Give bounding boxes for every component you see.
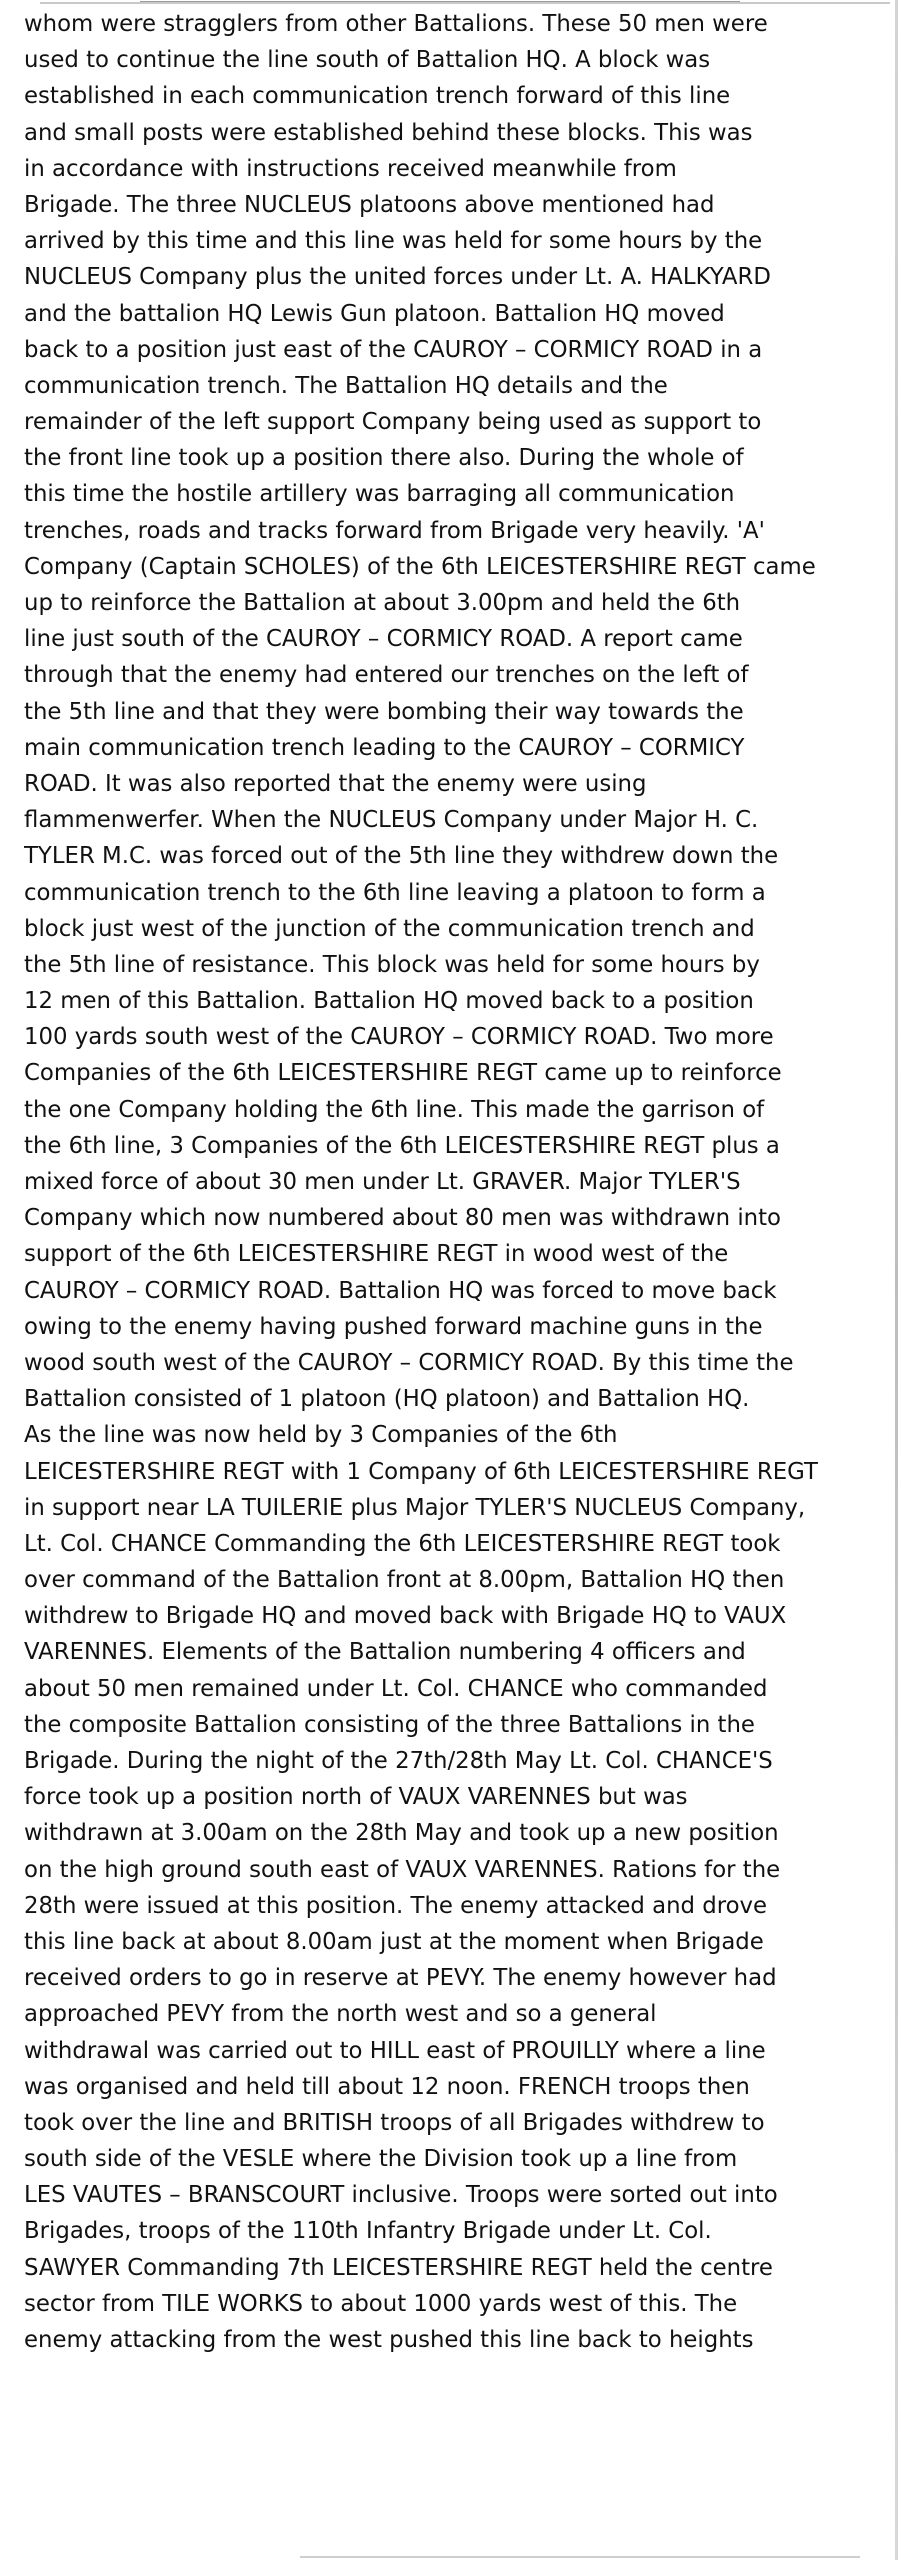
text-line: force took up a position north of VAUX VARENNES but was [24,1784,688,1811]
text-line: through that the enemy had entered our trenches on the left of [24,662,749,689]
text-line: over command of the Battalion front at 8.00pm, Battalion HQ then [24,1567,785,1594]
text-line [24,2467,896,2503]
text-line: sector from TILE WORKS to about 1000 yards west of this. The [24,2290,738,2317]
text-line: SAWYER Commanding 7th LEICESTERSHIRE REGT held the centre [24,2254,773,2281]
text-line: the 6th line, 3 Companies of the 6th LEICESTERSHIRE REGT plus a [24,1132,780,1159]
text-line: wood south west of the CAUROY – CORMICY ROAD. By this time the [24,1349,794,1376]
body-text [24,6,896,2539]
text-line: line just south of the CAUROY – CORMICY ROAD. A report came [24,626,743,653]
text-line: Brigade. During the night of the 27th/28th May Lt. Col. CHANCE'S [24,1748,773,1774]
text-line: this time the hostile artillery was barraging all communication [24,481,735,508]
text-line: the composite Battalion consisting of the three Battalions in the [24,1711,755,1738]
text-line: about 50 men remained under Lt. Col. CHANCE who commanded [24,1675,768,1702]
text-line: this line back at about 8.00am just at the moment when Brigade [24,1928,764,1955]
text-line: NUCLEUS Company plus the united forces under Lt. A. HALKYARD [24,264,771,291]
text-line: on the high ground south east of VAUX VARENNES. Rations for the [24,1856,781,1883]
text-line: communication trench to the 6th line leaving a platoon to form a [24,879,766,906]
text-line: block just west of the junction of the communication trench and [24,915,755,942]
text-line: owing to the enemy having pushed forward machine guns in the [24,1313,763,1340]
text-line: trenches, roads and tracks forward from Brigade very heavily. 'A' [24,517,765,544]
text-line: withdrawal was carried out to HILL east of PROUILLY where a line [24,2037,766,2064]
text-line: support of the 6th LEICESTERSHIRE REGT in wood west of the [24,1241,729,1268]
text-line: whom were stragglers from other Battalions. These 50 men were [24,11,768,37]
top-edge-rule [40,2,890,4]
text-line: LES VAUTES – BRANSCOURT inclusive. Troops were sorted out into [24,2182,778,2209]
text-line: 100 yards south west of the CAUROY – CORMICY ROAD. Two more [24,1024,774,1051]
text-line: 12 men of this Battalion. Battalion HQ moved back to a position [24,988,754,1015]
text-line [24,2358,896,2394]
top-edge-shadow [140,1,740,2]
text-line: withdrawn at 3.00am on the 28th May and took up a new position [24,1820,779,1847]
text-line: received orders to go in reserve at PEVY. The enemy however had [24,1965,777,1992]
text-line: withdrew to Brigade HQ and moved back with Brigade HQ to VAUX [24,1603,787,1630]
text-line: As the line was now held by 3 Companies of the 6th [24,1422,618,1449]
text-line: VARENNES. Elements of the Battalion numbering 4 officers and [24,1639,746,1666]
text-line: Company (Captain SCHOLES) of the 6th LEICESTERSHIRE REGT came [24,553,816,580]
text-line: Battalion consisted of 1 platoon (HQ platoon) and Battalion HQ. [24,1386,750,1413]
text-line: back to a position just east of the CAUROY – CORMICY ROAD in a [24,336,763,363]
text-line: was organised and held till about 12 noon. FRENCH troops then [24,2073,750,2100]
text-line: took over the line and BRITISH troops of all Brigades withdrew to [24,2109,765,2136]
text-line: the one Company holding the 6th line. This made the garrison of [24,1096,765,1123]
text-line [24,2503,896,2539]
text-line: and the battalion HQ Lewis Gun platoon. Battalion HQ moved [24,300,725,327]
text-line: in support near LA TUILERIE plus Major TYLER'S NUCLEUS Company, [24,1494,806,1521]
text-line: the 5th line and that they were bombing their way towards the [24,698,744,725]
text-line: the 5th line of resistance. This block was held for some hours by [24,951,760,978]
text-line [24,2394,896,2430]
text-line: the front line took up a position there also. During the whole of [24,445,744,472]
text-line [24,2431,896,2467]
text-line: enemy attacking from the west pushed this line back to heights [24,2327,754,2353]
text-line: approached PEVY from the north west and so a general [24,2001,657,2028]
text-line: established in each communication trench forward of this line [24,83,731,110]
text-line: Lt. Col. CHANCE Commanding the 6th LEICESTERSHIRE REGT took [24,1530,781,1557]
bottom-edge-rule [300,2556,860,2558]
text-line: CAUROY – CORMICY ROAD. Battalion HQ was forced to move back [24,1277,777,1304]
text-line: Companies of the 6th LEICESTERSHIRE REGT came up to reinforce [24,1060,782,1087]
text-line: remainder of the left support Company being used as support to [24,409,762,436]
text-line: mixed force of about 30 men under Lt. GRAVER. Major TYLER'S [24,1169,741,1195]
text-line: in accordance with instructions received meanwhile from [24,155,677,182]
text-line: ROAD. It was also reported that the enemy were using [24,770,647,797]
text-line: Company which now numbered about 80 men was withdrawn into [24,1205,781,1232]
text-line: main communication trench leading to the CAUROY – CORMICY [24,734,745,761]
text-line: Brigade. The three NUCLEUS platoons above mentioned had [24,191,715,218]
text-line: south side of the VESLE where the Division took up a line from [24,2146,738,2173]
text-line: LEICESTERSHIRE REGT with 1 Company of 6th LEICESTERSHIRE REGT [24,1458,818,1485]
text-line: flammenwerfer. When the NUCLEUS Company under Major H. C. [24,807,759,834]
text-line: 28th were issued at this position. The enemy attacked and drove [24,1892,768,1919]
text-line: and small posts were established behind these blocks. This was [24,119,753,146]
text-line: communication trench. The Battalion HQ details and the [24,372,668,399]
text-line: Brigades, troops of the 110th Infantry Brigade under Lt. Col. [24,2218,712,2245]
text-line: arrived by this time and this line was held for some hours by the [24,228,763,255]
text-line: used to continue the line south of Battalion HQ. A block was [24,47,711,74]
text-line: TYLER M.C. was forced out of the 5th line they withdrew down the [24,843,779,870]
text-line: up to reinforce the Battalion at about 3.00pm and held the 6th [24,590,741,616]
